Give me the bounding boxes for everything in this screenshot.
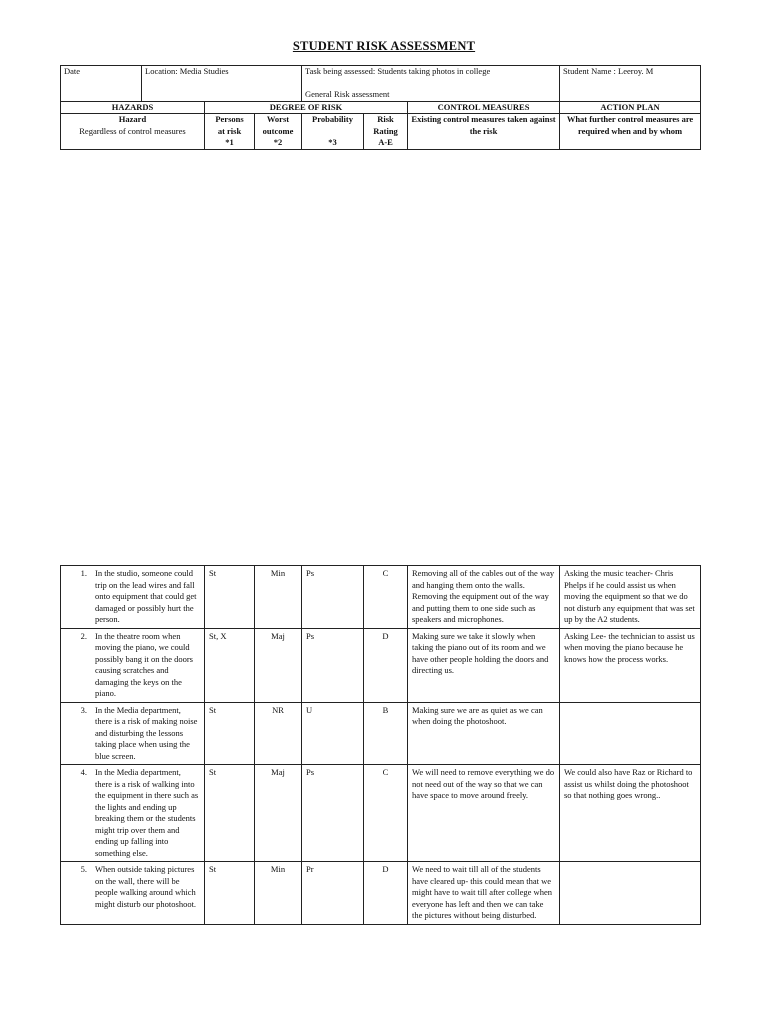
task-cell: Task being assessed: Students taking photos in college General Risk assessment — [302, 66, 560, 102]
table-row — [61, 566, 701, 629]
table-row — [61, 765, 701, 862]
worst-outcome-cell: Maj — [255, 628, 302, 702]
row-number: 3. — [80, 704, 87, 715]
degree-of-risk-heading: DEGREE OF RISK — [205, 101, 408, 114]
action-plan-cell — [560, 702, 701, 765]
hazard-column-header: Hazard Regardless of control measures — [61, 114, 205, 150]
probability-cell: Pr — [302, 862, 364, 925]
persons-cell: St, X — [205, 628, 255, 702]
table-row — [61, 702, 701, 765]
hazard-cell — [61, 566, 205, 629]
student-name-cell: Student Name : Leeroy. M — [560, 66, 701, 102]
hazard-cell — [61, 702, 205, 765]
control-measure-cell: Making sure we take it slowly when taking the piano out of its room and we have other people holding the doors and directing us. — [408, 628, 560, 702]
risk-rating-cell: C — [364, 566, 408, 629]
worst-outcome-cell: NR — [255, 702, 302, 765]
risk-rows-table — [60, 565, 701, 925]
location-cell: Location: Media Studies — [142, 66, 302, 102]
persons-cell: St — [205, 566, 255, 629]
page-title: STUDENT RISK ASSESSMENT — [292, 39, 476, 53]
control-measure-cell: Removing all of the cables out of the way and hanging them onto the walls. Removing the equipment out of the way and putting them to one side such as speakers and microphones. — [408, 566, 560, 629]
probability-header: Probability *3 — [302, 114, 364, 150]
action-plan-cell: Asking the music teacher- Chris Phelps if he could assist us when moving the equipment so that we do not disturb any equipment that was set up by the A2 students. — [560, 566, 701, 629]
row-number: 1. — [80, 568, 87, 578]
hazards-heading: HAZARDS — [61, 101, 205, 114]
hazard-text: In the studio, someone could trip on the lead wires and fall onto equipment that could get damaged or possibly hurt the person. — [95, 568, 197, 624]
persons-at-risk-header: Persons at risk *1 — [205, 114, 255, 150]
hazard-text: In the theatre room when moving the piano, we could possibly bang it on the doors causing scratches and damaging the keys on the piano. — [95, 630, 193, 698]
action-plan-cell — [560, 862, 701, 925]
persons-cell: St — [205, 862, 255, 925]
table-row — [61, 862, 701, 925]
probability-cell: Ps — [302, 628, 364, 702]
risk-rating-cell: D — [364, 628, 408, 702]
risk-rating-cell: C — [364, 765, 408, 862]
worst-outcome-cell: Maj — [255, 765, 302, 862]
risk-rating-cell: D — [364, 862, 408, 925]
date-cell: Date — [61, 66, 142, 102]
persons-cell: St — [205, 702, 255, 765]
action-plan-heading: ACTION PLAN — [560, 101, 701, 114]
control-measures-heading: CONTROL MEASURES — [408, 101, 560, 114]
action-plan-cell: We could also have Raz or Richard to assist us whilst doing the photoshoot so that nothing goes wrong.. — [560, 765, 701, 862]
risk-rating-cell: B — [364, 702, 408, 765]
row-number: 2. — [80, 630, 87, 641]
control-measure-cell: We will need to remove everything we do not need out of the way so that we can have space to move around freely. — [408, 765, 560, 862]
worst-outcome-cell: Min — [255, 862, 302, 925]
hazard-text: In the Media department, there is a risk of making noise and disturbing the lessons taking place when using the blue screen. — [95, 704, 198, 761]
persons-cell: St — [205, 765, 255, 862]
row-number: 4. — [80, 767, 87, 777]
probability-cell: Ps — [302, 566, 364, 629]
risk-rating-header: Risk Rating A-E — [364, 114, 408, 150]
hazard-cell — [61, 765, 205, 862]
hazard-cell — [61, 628, 205, 702]
hazard-text: In the Media department, there is a risk of walking into the equipment in there such as the lights and ending up breaking them or the students might trip over them and ending up falling into something else. — [95, 767, 199, 858]
control-measure-cell: Making sure we are as quiet as we can when doing the photoshoot. — [408, 702, 560, 765]
control-measure-cell: We need to wait till all of the students have cleared up- this could mean that we might have to wait till after college when everyone has left and then we can take the pictures without being disturbed. — [408, 862, 560, 925]
worst-outcome-cell: Min — [255, 566, 302, 629]
probability-cell: Ps — [302, 765, 364, 862]
worst-outcome-header: Worst outcome *2 — [255, 114, 302, 150]
hazard-text: When outside taking pictures on the wall, there will be people walking around which might disturb our photoshoot. — [95, 864, 197, 909]
table-row — [61, 628, 701, 702]
probability-cell: U — [302, 702, 364, 765]
hazard-cell — [61, 862, 205, 925]
row-number: 5. — [80, 864, 87, 874]
action-plan-cell: Asking Lee- the technician to assist us when moving the piano because he knows how the process works. — [560, 628, 701, 702]
assessment-header-table — [60, 65, 701, 150]
existing-control-header: Existing control measures taken against the risk — [408, 114, 560, 150]
further-control-header: What further control measures are required when and by whom — [560, 114, 701, 150]
